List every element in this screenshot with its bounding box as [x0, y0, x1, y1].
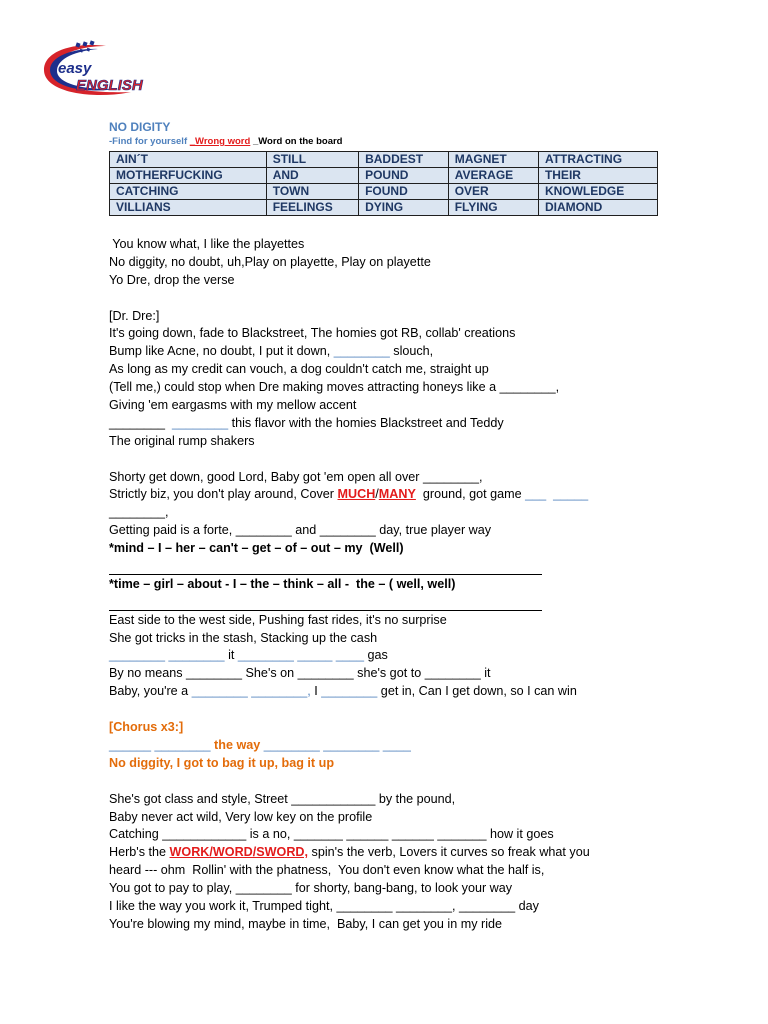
table-cell: TOWN — [266, 184, 358, 200]
lyric-text: I — [310, 684, 322, 699]
lyric-text: gas — [363, 648, 388, 663]
table-row — [110, 200, 658, 216]
instr-board: _Word on the board — [252, 136, 343, 147]
table-cell: CATCHING — [110, 184, 267, 200]
fill-blank[interactable]: ________ ________ ____ — [263, 737, 411, 752]
lyric-line: Catching ____________ is a no, _______ ______ ______ _______ how it goes — [109, 827, 554, 842]
fill-blank[interactable]: ______ ________ — [109, 737, 211, 752]
lyric-line: By no means ________ She's on ________ she's got to ________ it — [109, 666, 491, 681]
lyric-text: this flavor with the homies Blackstreet and Teddy — [228, 415, 504, 430]
chorus-line — [109, 737, 669, 755]
lyric-line: (Tell me,) could stop when Dre making moves attracting honeys like a ________, — [109, 380, 560, 395]
lyric-text: slouch, — [389, 344, 434, 359]
table-cell: KNOWLEDGE — [538, 184, 657, 200]
blank-line — [109, 773, 669, 791]
table-cell: DYING — [359, 200, 449, 216]
instr-find: -Find for yourself — [109, 136, 188, 147]
scrambled-line: *time – girl – about - I – the – think – all - the – ( well, well) — [109, 576, 456, 591]
answer-line[interactable] — [109, 574, 542, 575]
blank-line — [109, 451, 669, 469]
table-cell: FOUND — [359, 184, 449, 200]
table-cell: VILLIANS — [110, 200, 267, 216]
table-cell: FLYING — [448, 200, 538, 216]
table-cell: FEELINGS — [266, 200, 358, 216]
lyric-line: Giving 'em eargasms with my mellow accent — [109, 398, 357, 413]
table-cell: AND — [266, 168, 358, 184]
table-cell: ATTRACTING — [538, 152, 657, 168]
lyric-text: / — [375, 487, 379, 502]
lyric-line: She's got class and style, Street ____________ by the pound, — [109, 791, 456, 806]
table-row — [110, 168, 658, 184]
scrambled-line: *mind – I – her – can't – get – of – out – my (Well) — [109, 541, 404, 556]
fill-blank[interactable]: ________ — [321, 684, 378, 699]
logo-text-english: ENGLISH — [76, 77, 143, 94]
logo-text-easy: easy — [58, 60, 92, 77]
blank-line — [109, 701, 669, 719]
lyric-line — [109, 647, 669, 665]
fill-blank[interactable]: ___ — [525, 487, 547, 502]
wrong-word: MANY — [378, 487, 416, 502]
lyric-line: Baby never act wild, Very low key on the profile — [109, 809, 373, 824]
wrong-word: WORK/WORD/SWORD, — [169, 845, 309, 860]
lyric-text: Strictly biz, you don't play around, Cover — [109, 487, 338, 502]
table-row — [110, 184, 658, 200]
lyric-line: You're blowing my mind, maybe in time, Baby, I can get you in my ride — [109, 916, 502, 931]
lyric-line — [109, 683, 669, 701]
lyric-line: You know what, I like the playettes — [109, 237, 305, 251]
instructions — [109, 136, 342, 147]
lyric-line — [109, 415, 669, 433]
table-cell: POUND — [359, 168, 449, 184]
wrong-word: MUCH — [337, 487, 376, 502]
lyric-line: Getting paid is a forte, ________ and ________ day, true player way — [109, 523, 492, 538]
table-cell: MAGNET — [448, 152, 538, 168]
answer-line[interactable] — [109, 610, 542, 611]
lyric-line: You got to pay to play, ________ for shorty, bang-bang, to look your way — [109, 881, 513, 896]
table-cell: AIN´T — [110, 152, 267, 168]
lyric-line — [109, 844, 669, 862]
lyrics-body — [109, 236, 669, 934]
chorus-line: No diggity, I got to bag it up, bag it up — [109, 755, 335, 770]
lyric-line: [Dr. Dre:] — [109, 308, 160, 323]
table-cell: STILL — [266, 152, 358, 168]
lyric-text: spin's the verb, Lovers it curves so freak what you — [308, 845, 590, 860]
lyric-line: Shorty get down, good Lord, Baby got 'em open all over ________, — [109, 469, 483, 484]
fill-blank[interactable]: ________ — [333, 344, 390, 359]
lyric-line: It's going down, fade to Blackstreet, The homies got RB, collab' creations — [109, 326, 516, 341]
lyric-line: ________, — [109, 505, 169, 520]
lyric-line: The original rump shakers — [109, 433, 255, 448]
lyric-line: As long as my credit can vouch, a dog couldn't catch me, straight up — [109, 362, 489, 377]
easy-english-logo — [36, 40, 186, 100]
lyric-line: East side to the west side, Pushing fast rides, it's no surprise — [109, 612, 447, 627]
lyric-text: Herb's the — [109, 845, 170, 860]
table-row — [110, 152, 658, 168]
lyric-line: No diggity, no doubt, uh,Play on playette, Play on playette — [109, 254, 431, 269]
chorus-text: the way — [210, 737, 264, 752]
table-cell: BADDEST — [359, 152, 449, 168]
lyric-line: She got tricks in the stash, Stacking up the cash — [109, 630, 378, 645]
lyric-line: I like the way you work it, Trumped tight, ________ ________, ________ day — [109, 898, 539, 913]
blank-line — [109, 290, 669, 308]
fill-blank[interactable]: _____ — [553, 487, 589, 502]
fill-blank[interactable]: ________ ________, — [191, 684, 311, 699]
page-title: NO DIGITY — [109, 120, 171, 134]
lyric-line: Yo Dre, drop the verse — [109, 272, 235, 287]
fill-blank[interactable]: ________ — [172, 415, 229, 430]
word-bank-table — [109, 151, 658, 216]
fill-blank[interactable]: ________ _____ ____ — [237, 648, 364, 663]
lyric-text: ground, got game — [415, 487, 526, 502]
lyric-text — [165, 416, 172, 430]
fill-blank[interactable]: ________ — [109, 415, 166, 430]
lyric-line — [109, 343, 669, 361]
lyric-line — [109, 486, 669, 504]
chorus-heading: [Chorus x3:] — [109, 720, 184, 735]
lyric-text: it — [224, 648, 238, 663]
lyric-text: get in, Can I get down, so I can win — [377, 684, 577, 699]
table-cell: DIAMOND — [538, 200, 657, 216]
lyric-line: heard --- ohm Rollin' with the phatness, You don't even know what the half is, — [109, 863, 545, 878]
table-cell: AVERAGE — [448, 168, 538, 184]
fill-blank[interactable]: ________ ________ — [109, 648, 225, 663]
lyric-text: Baby, you're a — [109, 684, 192, 699]
instr-wrong: _Wrong word — [189, 136, 251, 147]
table-cell: THEIR — [538, 168, 657, 184]
table-cell: MOTHERFUCKING — [110, 168, 267, 184]
table-cell: OVER — [448, 184, 538, 200]
lyric-text: Bump like Acne, no doubt, I put it down, — [109, 344, 334, 359]
